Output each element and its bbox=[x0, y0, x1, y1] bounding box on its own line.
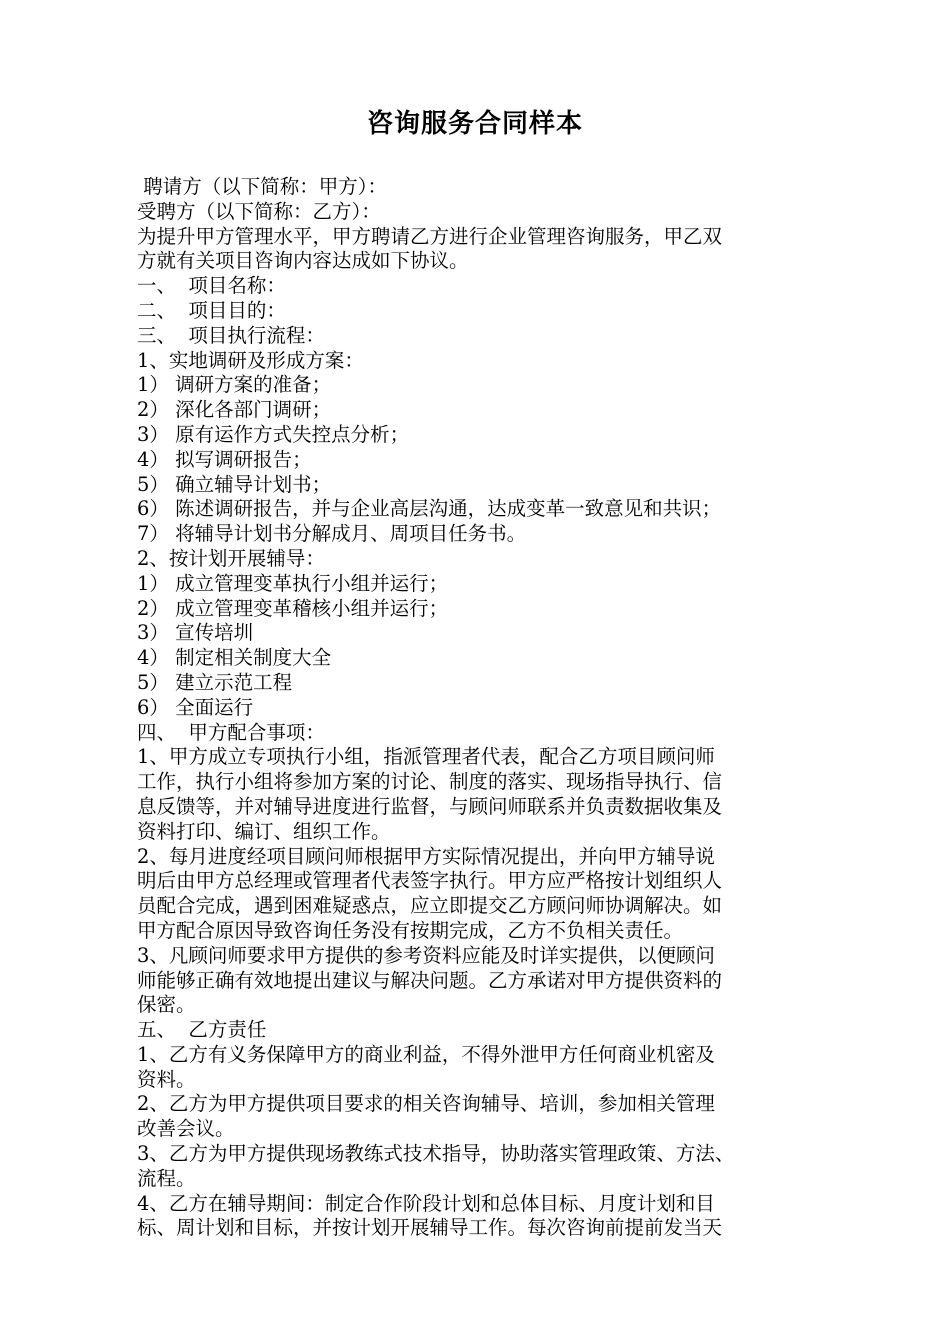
body-line: 方就有关项目咨询内容达成如下协议。 bbox=[137, 249, 469, 273]
body-line: 3） 宣传培圳 bbox=[137, 621, 254, 645]
body-line: 改善会议。 bbox=[137, 1117, 235, 1141]
body-line: 五、 乙方责任 bbox=[137, 1018, 267, 1042]
body-line: 3、乙方为甲方提供现场教练式技术指导，协助落实管理政策、方法、 bbox=[137, 1142, 735, 1166]
body-line: 二、 项目目的： bbox=[137, 298, 286, 322]
body-line: 1） 调研方案的准备； bbox=[137, 373, 332, 397]
body-line: 资料打印、编订、组织工作。 bbox=[137, 819, 391, 843]
body-line: 师能够正确有效地提出建议与解决问题。乙方承诺对甲方提供资料的 bbox=[137, 968, 723, 992]
body-line: 资料。 bbox=[137, 1067, 196, 1091]
body-line: 5） 建立示范工程 bbox=[137, 670, 293, 694]
body-line: 明后由甲方总经理或管理者代表签字执行。甲方应严格按计划组织人 bbox=[137, 869, 723, 893]
body-line: 6） 全面运行 bbox=[137, 695, 254, 719]
body-line: 3） 原有运作方式失控点分析； bbox=[137, 422, 410, 446]
body-line: 3、凡顾问师要求甲方提供的参考资料应能及时详实提供，以便顾问 bbox=[137, 943, 715, 967]
body-line: 2、乙方为甲方提供项目要求的相关咨询辅导、培训，参加相关管理 bbox=[137, 1092, 715, 1116]
body-line: 工作，执行小组将参加方案的讨论、制度的落实、现场指导执行、信 bbox=[137, 770, 723, 794]
body-line: 息反馈等，并对辅导进度进行监督，与顾问师联系并负责数据收集及 bbox=[137, 794, 723, 818]
body-line: 6） 陈述调研报告，并与企业高层沟通，达成变革一致意见和共识； bbox=[137, 497, 722, 521]
body-line: 1、乙方有义务保障甲方的商业利益，不得外泄甲方任何商业机密及 bbox=[137, 1042, 715, 1066]
document-body bbox=[137, 175, 827, 1241]
body-line: 流程。 bbox=[137, 1166, 196, 1190]
body-line: 甲方配合原因导致咨询任务没有按期完成，乙方不负相关责任。 bbox=[137, 918, 684, 942]
body-line: 1） 成立管理变革执行小组并运行； bbox=[137, 571, 449, 595]
body-line: 一、 项目名称： bbox=[137, 274, 286, 298]
body-line: 为提升甲方管理水平，甲方聘请乙方进行企业管理咨询服务，甲乙双 bbox=[137, 224, 723, 248]
body-line: 1、实地调研及形成方案： bbox=[137, 348, 364, 372]
body-line: 员配合完成，遇到困难疑惑点，应立即提交乙方顾问师协调解决。如 bbox=[137, 894, 723, 918]
document-title: 咨询服务合同样本 bbox=[366, 109, 583, 139]
body-line: 1、甲方成立专项执行小组，指派管理者代表，配合乙方项目顾问师 bbox=[137, 745, 715, 769]
body-line: 聘请方（以下简称：甲方）： bbox=[137, 175, 387, 198]
body-line: 7） 将辅导计划书分解成月、周项目任务书。 bbox=[137, 522, 527, 546]
body-line: 4、乙方在辅导期间：制定合作阶段计划和总体目标、月度计划和目 bbox=[137, 1191, 715, 1215]
body-line: 2、每月进度经项目顾问师根据甲方实际情况提出，并向甲方辅导说 bbox=[137, 844, 715, 868]
body-line: 受聘方（以下简称：乙方）： bbox=[137, 199, 381, 223]
body-line: 4） 制定相关制度大全 bbox=[137, 646, 332, 670]
body-line: 5） 确立辅导计划书； bbox=[137, 472, 332, 496]
body-line: 4） 拟写调研报告； bbox=[137, 447, 312, 471]
body-line: 2） 成立管理变革稽核小组并运行； bbox=[137, 596, 449, 620]
body-line: 2） 深化各部门调研； bbox=[137, 398, 332, 422]
body-line: 2、按计划开展辅导： bbox=[137, 546, 325, 570]
body-line: 保密。 bbox=[137, 993, 196, 1017]
body-line: 三、 项目执行流程： bbox=[137, 323, 325, 347]
body-line: 标、周计划和目标，并按计划开展辅导工作。每次咨询前提前发当天 bbox=[137, 1216, 723, 1240]
body-line: 四、 甲方配合事项： bbox=[137, 720, 325, 744]
